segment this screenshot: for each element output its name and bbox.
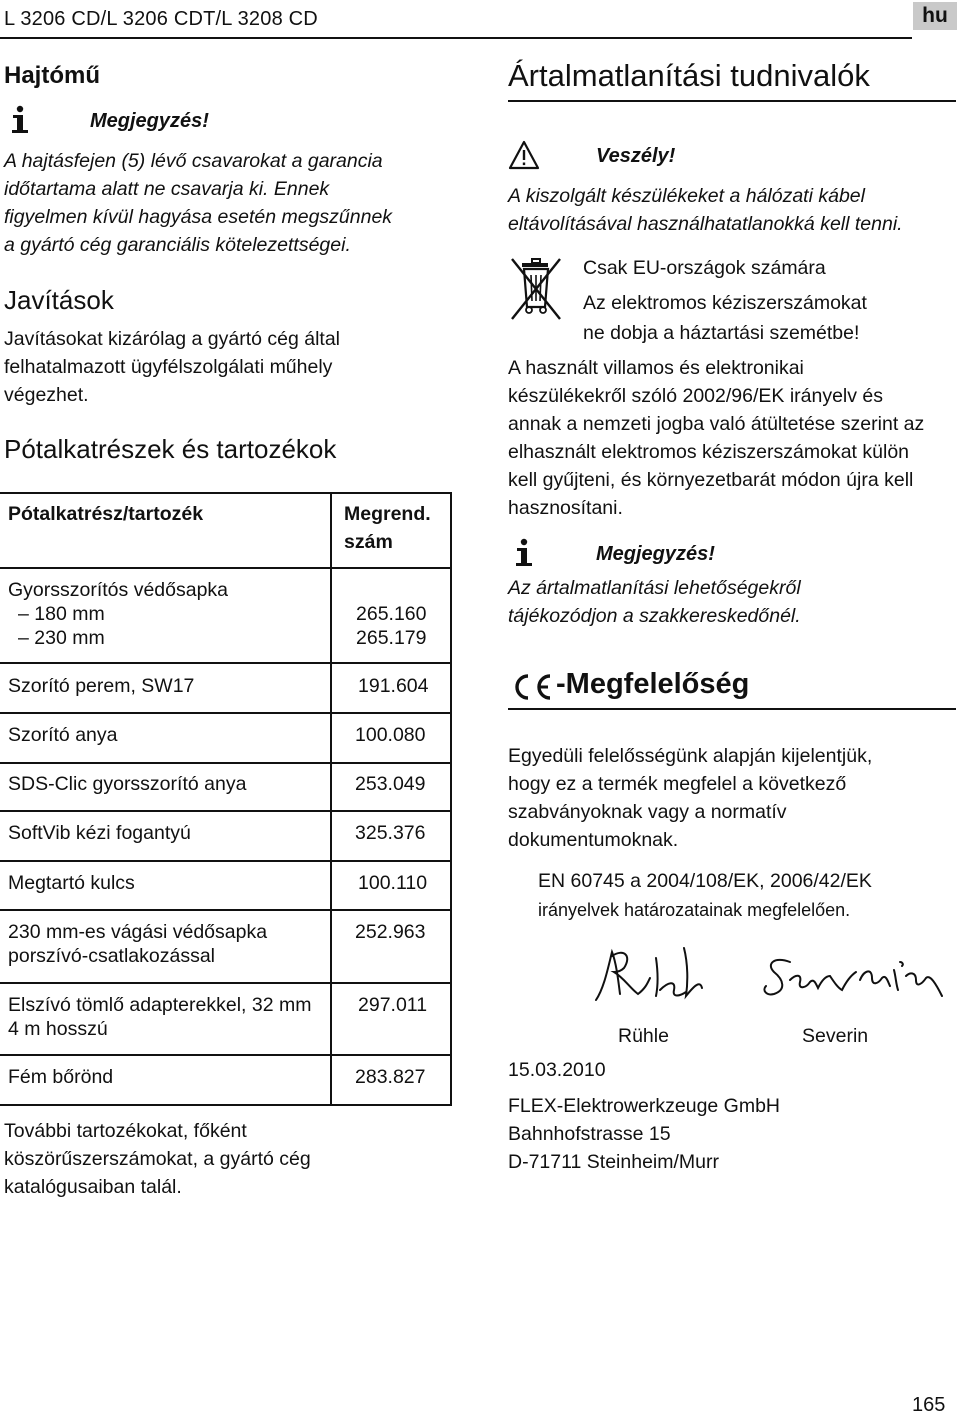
drive-note-label: Megjegyzés! xyxy=(90,110,209,132)
eu-text: Az elektromos kéziszerszámokat ne dobja a háztartási szemétbe! xyxy=(583,292,867,344)
table-row-label: Megtartó kulcs xyxy=(8,872,135,894)
table-row-number: 252.963 xyxy=(355,921,426,943)
table-row-number: 191.604 xyxy=(358,675,429,697)
disposal-body: A használt villamos és elektronikai készülékekről szóló 2002/96/EK irányelv és annak a nemzeti jogba való átültetése szerint az elhasznált elektromos kéziszerszámokat külön kell gyűjteni, és környezetbarát módon újra kell hasznosítani. xyxy=(508,357,925,519)
table-row-label: SoftVib kézi fogantyú xyxy=(8,822,191,844)
table-row-label: Szorító anya xyxy=(8,724,118,746)
signature-ruhle xyxy=(590,938,710,1010)
drive-note-text: A hajtásfejen (5) lévő csavarokat a garancia időtartama alatt ne csavarja ki. Ennek figyelmen kívül hagyása esetén megszűnnek a gyártó cég garanciális kötelezettségei. xyxy=(4,150,393,256)
heading-parts: Pótalkatrészek és tartozékok xyxy=(4,434,337,464)
ce-mark-icon xyxy=(508,672,554,702)
ce-standard: EN 60745 a 2004/108/EK, 2006/42/EK irányelvek határozatainak megfelelően. xyxy=(538,870,872,920)
weee-bin-icon xyxy=(508,255,564,325)
ce-rule xyxy=(508,708,956,710)
info-icon xyxy=(4,103,36,135)
table-header-order-2: szám xyxy=(344,531,393,553)
disposal-note-text: Az ártalmatlanítási lehetőségekről tájékozódjon a szakkereskedőnél. xyxy=(508,577,801,627)
table-row-number: 283.827 xyxy=(355,1066,426,1088)
disposal-note-label: Megjegyzés! xyxy=(596,543,715,565)
header-rule xyxy=(0,37,912,39)
table-header-part: Pótalkatrész/tartozék xyxy=(8,503,204,525)
danger-text: A kiszolgált készülékeket a hálózati kábel eltávolításával használhatatlanokká kell tenni. xyxy=(508,185,903,235)
info-icon xyxy=(508,536,540,568)
heading-ce: -Megfelelőség xyxy=(556,668,750,700)
signer-ruhle: Rühle xyxy=(618,1025,669,1047)
parts-footer-text: További tartozékokat, főként köszörűszerszámokat, a gyártó cég katalógusaiban talál. xyxy=(4,1120,311,1198)
disposal-rule xyxy=(508,100,956,102)
table-row-number: 100.110 xyxy=(358,872,428,894)
table-row-number: 297.011 xyxy=(358,994,428,1016)
eu-title: Csak EU-országok számára xyxy=(583,257,826,279)
header-title: L 3206 CD/L 3206 CDT/L 3208 CD xyxy=(4,8,318,30)
table-row-number: 100.080 xyxy=(355,724,426,746)
table-row-label: Szorító perem, SW17 xyxy=(8,675,195,697)
table-row-label: Elszívó tömlő adapterekkel, 32 mm 4 m hosszú xyxy=(8,994,312,1040)
repairs-text: Javításokat kizárólag a gyártó cég által felhatalmazott ügyfélszolgálati műhely végezhet. xyxy=(4,328,341,406)
table-row-number: 253.049 xyxy=(355,773,426,795)
heading-repairs: Javítások xyxy=(4,285,114,315)
page-number: 165 xyxy=(912,1394,946,1416)
language-badge: hu xyxy=(913,2,957,30)
table-row-label: 230 mm-es vágási védősapka porszívó-csatlakozással xyxy=(8,921,268,967)
table-row-number: 325.376 xyxy=(355,822,426,844)
signature-severin xyxy=(760,950,945,1010)
company-address: FLEX-Elektrowerkzeuge GmbH Bahnhofstrasse 15 D-71711 Steinheim/Murr xyxy=(508,1095,781,1173)
table-header-order-1: Megrend. xyxy=(344,503,431,525)
ce-text: Egyedüli felelősségünk alapján kijelentjük, hogy ez a termék megfelel a következő szabványoknak vagy a normatív dokumentumoknak. xyxy=(508,745,873,851)
table-row-number: 265.160 265.179 xyxy=(356,603,427,649)
danger-label: Veszély! xyxy=(596,145,676,167)
table-row-label: Fém bőrönd xyxy=(8,1066,114,1088)
signer-severin: Severin xyxy=(802,1025,869,1047)
signature-date: 15.03.2010 xyxy=(508,1059,606,1081)
heading-disposal: Ártalmatlanítási tudnivalók xyxy=(508,58,870,93)
table-row-label: SDS-Clic gyorsszorító anya xyxy=(8,773,247,795)
warning-icon xyxy=(508,140,540,170)
table-row-label: Gyorsszorítós védősapka – 180 mm – 230 mm xyxy=(8,579,229,649)
heading-drive: Hajtómű xyxy=(4,62,100,89)
